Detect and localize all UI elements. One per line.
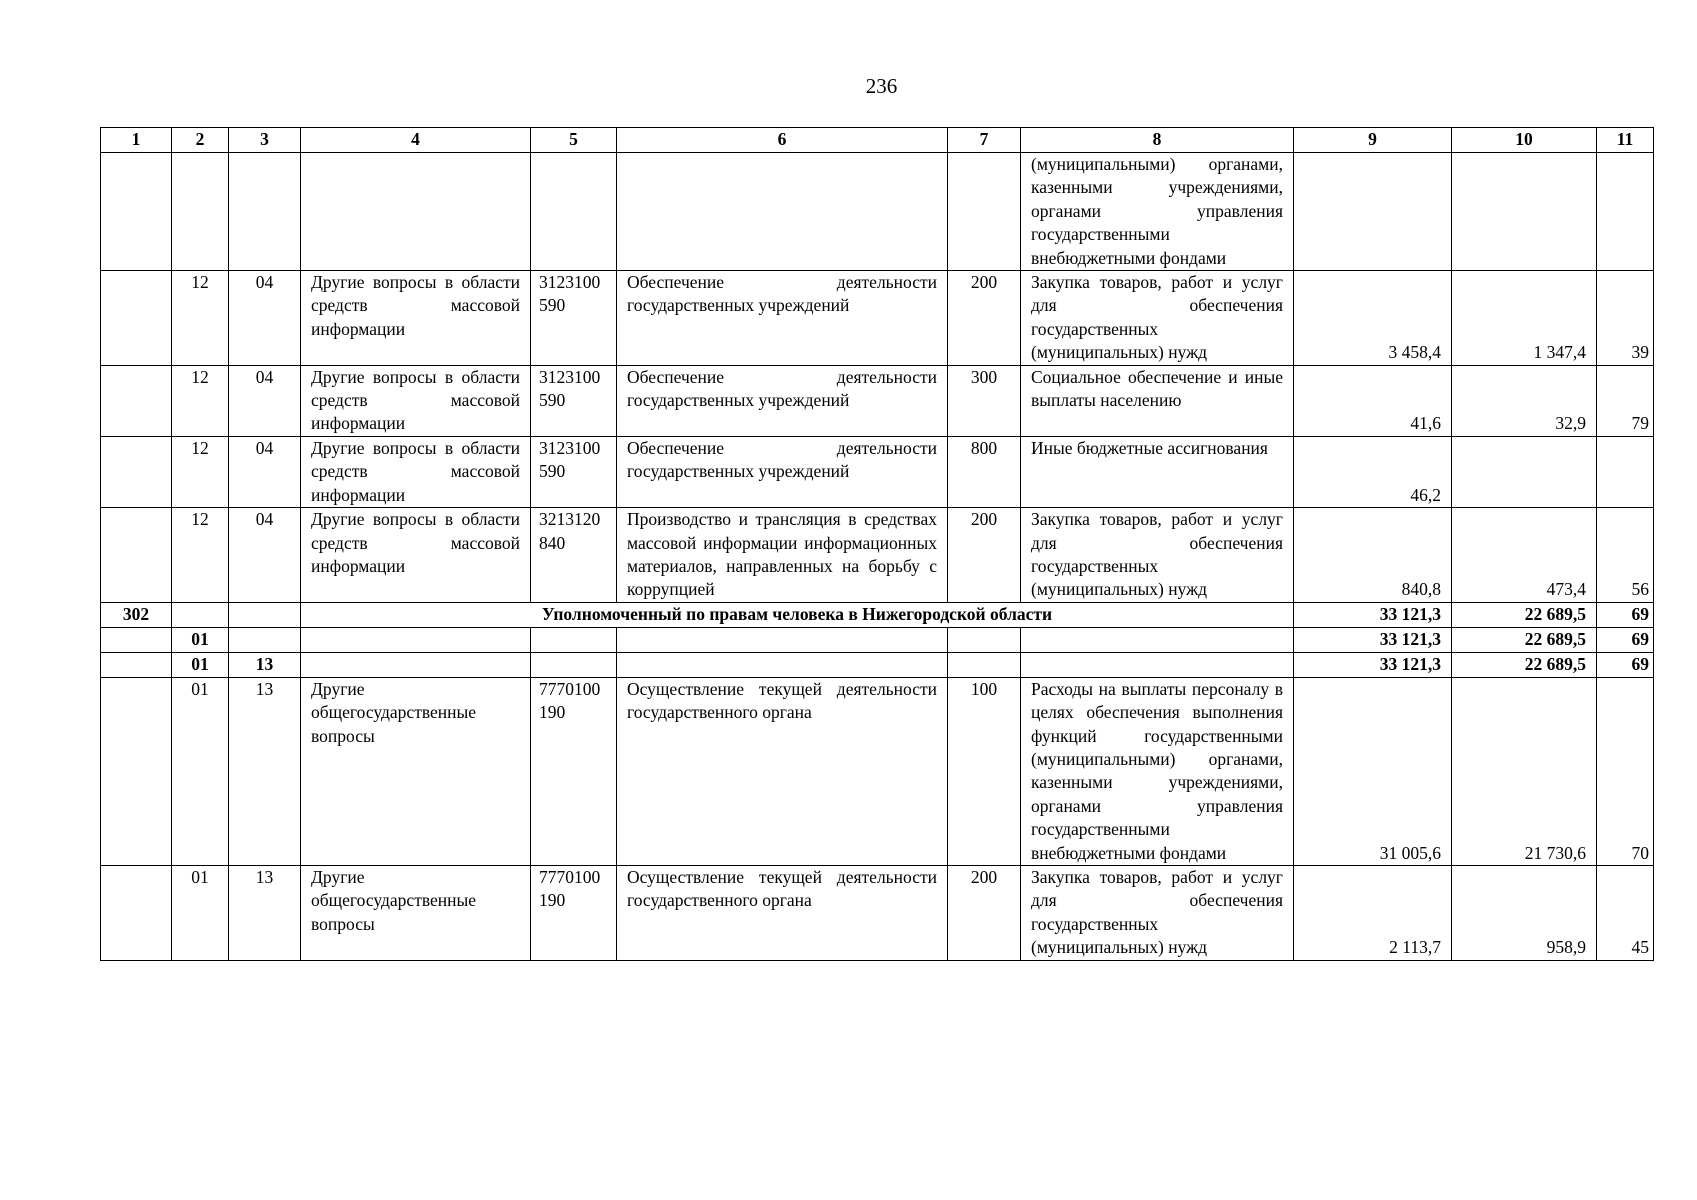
expense-type-cell: Иные бюджетные ассигнования [1021,436,1294,507]
table-row [101,153,1654,271]
percent-cell: 69 [1597,652,1654,677]
target-code-cell: 7770100190 [531,677,617,865]
table-row [101,508,1654,603]
table-cell [531,652,617,677]
executed-cell [1452,436,1597,507]
table-cell [1021,652,1294,677]
subsection-code-cell: 13 [229,677,301,865]
percent-cell: 79 [1597,365,1654,436]
header-cell: 3 [229,128,301,153]
table-row [101,365,1654,436]
org-code-cell [101,271,172,366]
expense-code-cell: 800 [948,436,1021,507]
expense-code-cell: 200 [948,865,1021,960]
table-cell [229,602,301,627]
org-code-cell: 302 [101,602,172,627]
executed-cell: 21 730,6 [1452,677,1597,865]
subsection-code-cell: 04 [229,271,301,366]
org-total-row [101,602,1654,627]
subsection-name-cell: Другие вопросы в области средств массовой информации [301,365,531,436]
table-cell [1452,153,1597,271]
target-code-cell: 3123100590 [531,271,617,366]
executed-cell: 22 689,5 [1452,602,1597,627]
header-cell: 11 [1597,128,1654,153]
executed-cell: 22 689,5 [1452,627,1597,652]
subsection-total-row [101,652,1654,677]
amount-cell: 3 458,4 [1294,271,1452,366]
section-code-cell: 12 [172,365,229,436]
target-code-cell: 3123100590 [531,436,617,507]
table-row [101,271,1654,366]
expense-code-cell: 200 [948,271,1021,366]
expense-type-cell: Закупка товаров, работ и услуг для обеспечения государственных (муниципальных) нужд [1021,271,1294,366]
amount-cell: 31 005,6 [1294,677,1452,865]
target-code-cell: 7770100190 [531,865,617,960]
header-cell: 8 [1021,128,1294,153]
subsection-name-cell: Другие вопросы в области средств массовой информации [301,508,531,603]
table-row [101,436,1654,507]
header-cell: 2 [172,128,229,153]
table-cell [948,627,1021,652]
header-cell: 4 [301,128,531,153]
org-title-cell: Уполномоченный по правам человека в Нижегородской области [301,602,1294,627]
table-cell [101,652,172,677]
header-cell: 7 [948,128,1021,153]
target-code-cell: 3123100590 [531,365,617,436]
amount-cell: 840,8 [1294,508,1452,603]
amount-cell: 46,2 [1294,436,1452,507]
org-code-cell [101,508,172,603]
subsection-name-cell: Другие вопросы в области средств массовой информации [301,436,531,507]
section-code-cell: 12 [172,508,229,603]
table-cell [617,153,948,271]
table-cell [948,652,1021,677]
table-cell [101,627,172,652]
table-cell [948,153,1021,271]
subsection-name-cell: Другие общегосударственные вопросы [301,865,531,960]
target-code-cell: 3213120840 [531,508,617,603]
table-cell [172,602,229,627]
expense-type-cell: Расходы на выплаты персоналу в целях обеспечения выполнения функций государственными (муниципальными) органами, казенными учреждениями, органами управления государственными внебюджетными фондами [1021,677,1294,865]
target-name-cell: Обеспечение деятельности государственных учреждений [617,365,948,436]
percent-cell: 45 [1597,865,1654,960]
table-cell [531,627,617,652]
table-cell [301,627,531,652]
table-cell [301,652,531,677]
table-cell [301,153,531,271]
subsection-code-cell: 04 [229,436,301,507]
table-row [101,865,1654,960]
expense-type-cell: Закупка товаров, работ и услуг для обеспечения государственных (муниципальных) нужд [1021,508,1294,603]
subsection-code-cell: 13 [229,652,301,677]
expense-code-cell: 200 [948,508,1021,603]
section-code-cell: 01 [172,652,229,677]
header-cell: 5 [531,128,617,153]
subsection-name-cell: Другие вопросы в области средств массовой информации [301,271,531,366]
percent-cell: 70 [1597,677,1654,865]
section-code-cell: 01 [172,865,229,960]
executed-cell: 958,9 [1452,865,1597,960]
table-cell [531,153,617,271]
org-code-cell [101,365,172,436]
target-name-cell: Осуществление текущей деятельности государственного органа [617,677,948,865]
table-cell [101,153,172,271]
table-cell [617,627,948,652]
page-number: 236 [865,74,898,98]
section-code-cell: 12 [172,436,229,507]
percent-cell: 56 [1597,508,1654,603]
header-cell: 9 [1294,128,1452,153]
expense-code-cell: 300 [948,365,1021,436]
target-name-cell: Осуществление текущей деятельности государственного органа [617,865,948,960]
org-code-cell [101,436,172,507]
amount-cell: 33 121,3 [1294,627,1452,652]
table-cell [172,153,229,271]
table-cell [617,652,948,677]
percent-cell: 69 [1597,627,1654,652]
percent-cell [1597,436,1654,507]
table-cell [229,627,301,652]
percent-cell: 69 [1597,602,1654,627]
section-code-cell: 01 [172,627,229,652]
executed-cell: 32,9 [1452,365,1597,436]
amount-cell: 33 121,3 [1294,652,1452,677]
expense-type-cell: (муниципальными) органами, казенными учреждениями, органами управления государственными внебюджетными фондами [1021,153,1294,271]
subsection-code-cell: 04 [229,365,301,436]
expense-code-cell: 100 [948,677,1021,865]
org-code-cell [101,865,172,960]
table-row [101,677,1654,865]
percent-cell: 39 [1597,271,1654,366]
target-name-cell: Производство и трансляция в средствах массовой информации информационных материалов, направленных на борьбу с коррупцией [617,508,948,603]
amount-cell: 33 121,3 [1294,602,1452,627]
table-cell [1597,153,1654,271]
subsection-code-cell: 13 [229,865,301,960]
target-name-cell: Обеспечение деятельности государственных учреждений [617,436,948,507]
amount-cell: 2 113,7 [1294,865,1452,960]
subsection-name-cell: Другие общегосударственные вопросы [301,677,531,865]
target-name-cell: Обеспечение деятельности государственных учреждений [617,271,948,366]
budget-table [100,127,1654,961]
header-cell: 1 [101,128,172,153]
executed-cell: 22 689,5 [1452,652,1597,677]
executed-cell: 473,4 [1452,508,1597,603]
table-cell [229,153,301,271]
header-row [101,128,1654,153]
section-total-row [101,627,1654,652]
org-code-cell [101,677,172,865]
table-cell [1294,153,1452,271]
subsection-code-cell: 04 [229,508,301,603]
expense-type-cell: Закупка товаров, работ и услуг для обеспечения государственных (муниципальных) нужд [1021,865,1294,960]
header-cell: 6 [617,128,948,153]
section-code-cell: 12 [172,271,229,366]
header-cell: 10 [1452,128,1597,153]
section-code-cell: 01 [172,677,229,865]
amount-cell: 41,6 [1294,365,1452,436]
expense-type-cell: Социальное обеспечение и иные выплаты населению [1021,365,1294,436]
executed-cell: 1 347,4 [1452,271,1597,366]
table-cell [1021,627,1294,652]
